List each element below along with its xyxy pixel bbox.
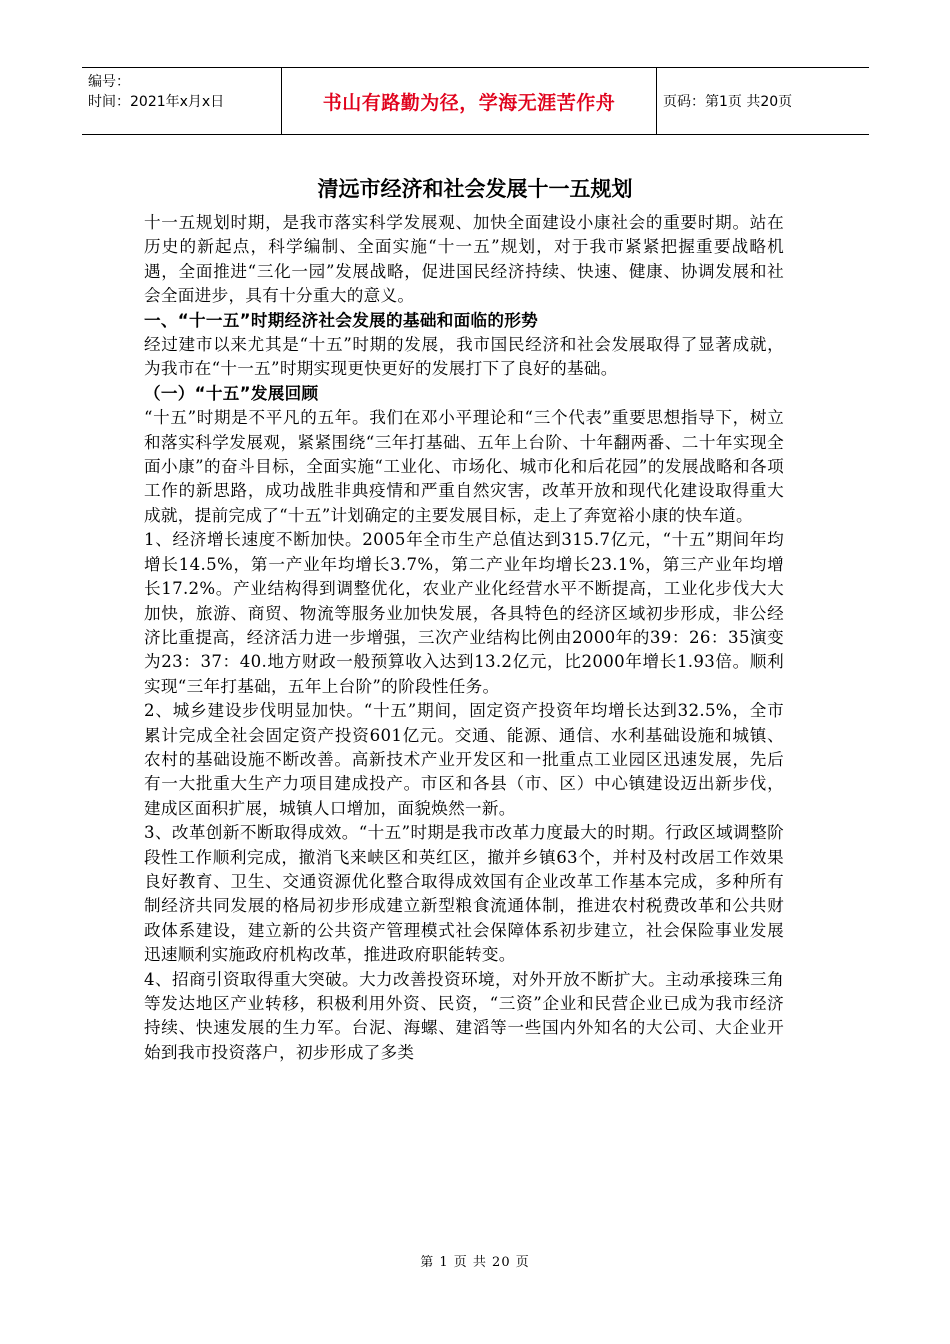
time-label: 时间：2021年x月x日 bbox=[88, 94, 225, 110]
paragraph: 经过建市以来尤其是“十五”时期的发展，我市国民经济和社会发展取得了显著成就，为我市在“十一五”时期实现更快更好的发展打下了良好的基础。 bbox=[144, 335, 784, 379]
header-page-info: 页码：第1页 共20页 bbox=[663, 94, 793, 110]
document-title: 清远市经济和社会发展十一五规划 bbox=[317, 177, 633, 201]
document-body bbox=[144, 211, 784, 1065]
document-header bbox=[82, 67, 869, 135]
paragraph: “十五”时期是不平凡的五年。我们在邓小平理论和“三个代表”重要思想指导下，树立和落实科学发展观，紧紧围绕“三年打基础、五年上台阶、十年翻两番、二十年实现全面小康”的奋斗目标，全面实施“工业化、市场化、城市化和后花园”的发展战略和各项工作的新思路，成功战胜非典疫情和严重自然灾害，改革开放和现代化建设取得重大成就，提前完成了“十五”计划确定的主要发展目标，走上了奔宽裕小康的快车道。 bbox=[144, 408, 784, 525]
page-footer: 第 1 页 共 20 页 bbox=[420, 1255, 530, 1270]
header-motto: 书山有路勤为径，学海无涯苦作舟 bbox=[282, 68, 657, 134]
paragraph: 十一五规划时期，是我市落实科学发展观、加快全面建设小康社会的重要时期。站在历史的新起点，科学编制、全面实施“十一五”规划，对于我市紧紧把握重要战略机遇，全面推进“三化一园”发展战略，促进国民经济持续、快速、健康、协调发展和社会全面进步，具有十分重大的意义。 bbox=[144, 213, 784, 306]
header-meta bbox=[82, 68, 282, 134]
paragraph: 2、城乡建设步伐明显加快。“十五”期间，固定资产投资年均增长达到32.5%，全市累计完成全社会固定资产投资601亿元。交通、能源、通信、水利基础设施和城镇、农村的基础设施不断改善。高新技术产业开发区和一批重点工业园区迅速发展，先后有一大批重大生产力项目建成投产。市区和各县（市、区）中心镇建设迈出新步伐，建成区面积扩展，城镇人口增加，面貌焕然一新。 bbox=[144, 701, 784, 818]
number-label: 编号： bbox=[88, 74, 130, 90]
paragraph: 4、招商引资取得重大突破。大力改善投资环境，对外开放不断扩大。主动承接珠三角等发达地区产业转移，积极利用外资、民资，“三资”企业和民营企业已成为我市经济持续、快速发展的生力军。台泥、海螺、建滔等一些国内外知名的大公司、大企业开始到我市投资落户，初步形成了多类 bbox=[144, 969, 784, 1062]
subsection-heading: （一）“十五”发展回顾 bbox=[144, 383, 319, 403]
paragraph: 3、改革创新不断取得成效。“十五”时期是我市改革力度最大的时期。行政区域调整阶段性工作顺利完成，撤消飞来峡区和英红区，撤并乡镇63个，并村及村改居工作效果良好教育、卫生、交通资源优化整合取得成效国有企业改革工作基本完成，多种所有制经济共同发展的格局初步形成建立新型粮食流通体制，推进农村税费改革和公共财政体系建设，建立新的公共资产管理模式社会保障体系初步建立，社会保险事业发展迅速顺利实施政府机构改革，推进政府职能转变。 bbox=[144, 823, 784, 965]
section-heading: 一、“十一五”时期经济社会发展的基础和面临的形势 bbox=[144, 310, 539, 330]
paragraph: 1、经济增长速度不断加快。2005年全市生产总值达到315.7亿元，“十五”期间年均增长14.5%，第一产业年均增长3.7%，第二产业年均增长23.1%，第三产业年均增长17.2%。产业结构得到调整优化，农业产业化经营水平不断提高，工业化步伐大大加快，旅游、商贸、物流等服务业加快发展，各具特色的经济区域初步形成，非公经济比重提高，经济活力进一步增强，三次产业结构比例由2000年的39：26：35演变为23：37：40.地方财政一般预算收入达到13.2亿元，比2000年增长1.93倍。顺利实现“三年打基础，五年上台阶”的阶段性任务。 bbox=[144, 530, 784, 696]
